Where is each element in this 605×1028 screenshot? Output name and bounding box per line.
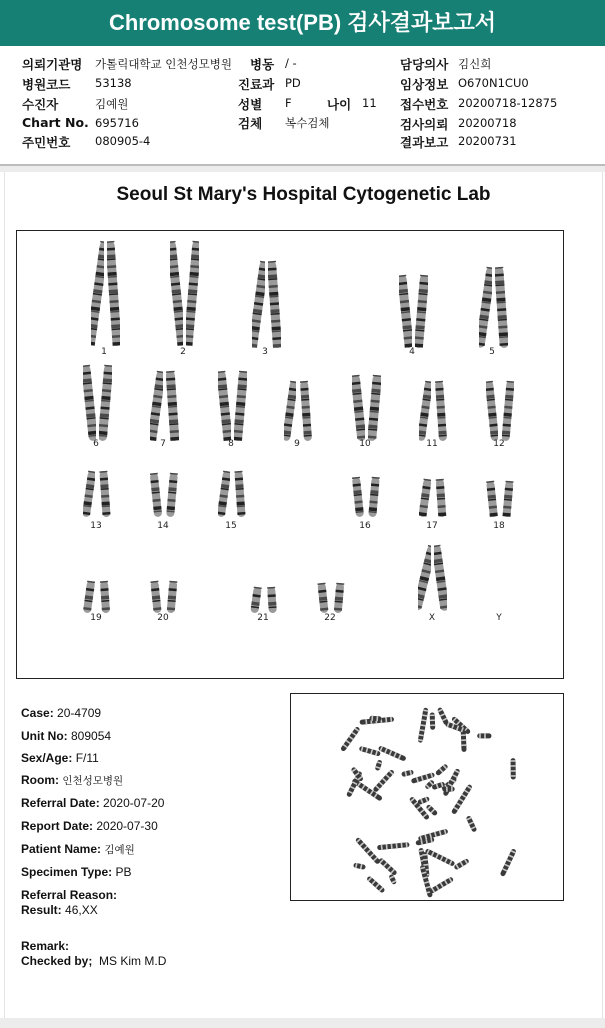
chromosome-image <box>268 259 281 350</box>
chromosome-label-17: 17 <box>426 521 438 531</box>
chromosome-label-15: 15 <box>225 521 237 531</box>
metaphase-chromosome <box>418 707 429 743</box>
specimen-type-value: PB <box>115 865 132 879</box>
metaphase-chromosome <box>388 874 397 885</box>
chromosome-image <box>495 265 508 350</box>
label-chart-no: Chart No. <box>22 115 89 130</box>
chromosome-image <box>234 369 247 443</box>
value-requesting-institution: 가톨릭대학교 인천성모병원 <box>95 57 232 71</box>
chromosome-label-20: 20 <box>157 613 169 623</box>
chromosome-label-14: 14 <box>157 521 169 531</box>
chromosome-image <box>99 363 112 443</box>
chromosome-label-16: 16 <box>359 521 371 531</box>
metaphase-chromosome <box>369 716 381 722</box>
referral-reason-label: Referral Reason: <box>21 888 118 902</box>
chromosome-image <box>99 469 111 519</box>
value-specimen: 복수검체 <box>285 116 330 130</box>
metaphase-chromosome <box>378 745 407 761</box>
value-result-report: 20200731 <box>458 134 517 148</box>
value-hospital-code: 53138 <box>95 76 132 90</box>
chromosome-image <box>166 471 178 519</box>
metaphase-chromosome <box>401 769 414 777</box>
chromosome-label-12: 12 <box>493 439 505 449</box>
chromosome-label-3: 3 <box>262 347 268 357</box>
chromosome-image <box>150 579 162 615</box>
chromosome-image <box>150 369 163 443</box>
label-accession-no: 접수번호 <box>400 97 449 112</box>
chromosome-image <box>418 543 431 613</box>
label-result-report: 결과보고 <box>400 135 449 150</box>
chromosome-image <box>186 239 199 348</box>
chromosome-label-1: 1 <box>101 347 107 357</box>
chromosome-image <box>352 475 364 519</box>
chromosome-image <box>284 379 296 443</box>
metaphase-chromosome <box>378 857 398 876</box>
report-title: Chromosome test(PB) 검사결과보고서 <box>0 0 605 46</box>
value-resident-no: 080905-4 <box>95 134 151 148</box>
unit-value: 809054 <box>71 729 112 743</box>
chromosome-image <box>486 379 498 443</box>
metaphase-chromosome <box>355 837 381 865</box>
chromosome-label-19: 19 <box>90 613 102 623</box>
case-value: 20-4709 <box>57 706 102 720</box>
chromosome-image <box>479 265 492 350</box>
chromosome-image <box>218 369 231 443</box>
result-label: Result: <box>21 903 62 917</box>
value-test-request: 20200718 <box>458 116 517 130</box>
chromosome-image <box>502 479 514 519</box>
label-hospital-code: 병원코드 <box>22 77 71 92</box>
metaphase-chromosome <box>430 712 436 729</box>
chromosome-label-2: 2 <box>180 347 186 357</box>
case-label: Case: <box>21 706 54 720</box>
value-ward: / - <box>285 56 297 70</box>
chromosome-image <box>435 379 447 443</box>
label-department: 진료과 <box>238 77 275 92</box>
chromosome-label-7: 7 <box>160 439 166 449</box>
label-clinical-info: 임상정보 <box>400 77 449 92</box>
label-test-request: 검사의뢰 <box>400 117 449 132</box>
report-date-value: 2020-07-30 <box>96 819 158 833</box>
metaphase-chromosome <box>340 726 361 752</box>
cytogenetic-report <box>4 172 603 1018</box>
chromosome-image <box>486 479 498 519</box>
label-ward: 병동 <box>250 57 275 72</box>
chromosome-label-9: 9 <box>294 439 300 449</box>
metaphase-chromosome <box>375 759 383 771</box>
value-accession-no: 20200718-12875 <box>458 96 558 110</box>
chromosome-image <box>150 471 162 519</box>
chromosome-label-21: 21 <box>257 613 269 623</box>
chromosome-image <box>234 469 246 519</box>
value-age: 11 <box>362 96 377 110</box>
patient-name-label: Patient Name: <box>21 842 102 856</box>
chromosome-image <box>300 379 312 443</box>
chromosome-image <box>419 477 431 519</box>
label-sex: 성별 <box>238 97 263 112</box>
chromosome-image <box>266 585 278 615</box>
page-footer-bar <box>0 1018 605 1028</box>
chromosome-label-8: 8 <box>228 439 234 449</box>
patient-info-header <box>0 48 605 166</box>
chromosome-image <box>368 475 380 519</box>
label-age: 나이 <box>327 97 352 112</box>
chromosome-image <box>83 469 95 519</box>
patient-name-value: 김예원 <box>104 844 135 856</box>
chromosome-image <box>399 273 412 350</box>
metaphase-chromosome <box>417 796 430 805</box>
value-sex: F <box>285 96 292 110</box>
metaphase-chromosome <box>500 848 517 877</box>
chromosome-label-X: X <box>428 613 436 623</box>
chromosome-image <box>368 373 381 443</box>
metaphase-chromosome <box>372 769 395 793</box>
chromosome-image <box>170 239 183 348</box>
chromosome-image <box>435 477 447 519</box>
specimen-type-label: Specimen Type: <box>21 865 113 879</box>
metaphase-chromosome <box>366 875 385 893</box>
metaphase-image-panel <box>290 693 564 901</box>
metaphase-chromosome <box>442 768 460 797</box>
report-date-label: Report Date: <box>21 819 94 833</box>
metaphase-chromosome <box>442 787 454 792</box>
value-patient: 김예원 <box>95 97 129 111</box>
metaphase-chromosome <box>453 858 469 870</box>
metaphase-chromosome <box>353 862 366 869</box>
chromosome-image <box>502 379 514 443</box>
chromosome-image <box>83 363 96 443</box>
value-chart-no: 695716 <box>95 116 139 130</box>
sexage-value: F/11 <box>75 751 99 765</box>
chromosome-image <box>83 579 95 615</box>
metaphase-chromosome <box>511 758 516 779</box>
value-department: PD <box>285 76 301 90</box>
lab-title: Seoul St Mary's Hospital Cytogenetic Lab <box>116 184 491 205</box>
checked-by-label: Checked by; <box>21 954 93 968</box>
chromosome-label-13: 13 <box>90 521 102 531</box>
referral-date-label: Referral Date: <box>21 796 100 810</box>
chromosome-image <box>434 543 447 613</box>
result-value: 46,XX <box>65 903 98 917</box>
metaphase-chromosome <box>477 733 491 738</box>
chromosome-image <box>91 239 104 348</box>
chromosome-label-Y: Y <box>496 613 502 623</box>
metaphase-chromosome <box>425 848 456 867</box>
chromosome-image <box>166 579 178 615</box>
label-requesting-institution: 의뢰기관명 <box>22 57 83 72</box>
chromosome-image <box>419 379 431 443</box>
chromosome-label-4: 4 <box>409 347 415 357</box>
karyogram-panel <box>16 230 564 679</box>
chromosome-label-11: 11 <box>426 439 438 449</box>
chromosome-label-5: 5 <box>489 347 495 357</box>
metaphase-chromosome <box>377 842 410 850</box>
chromosome-label-18: 18 <box>493 521 505 531</box>
room-label: Room: <box>21 773 59 787</box>
chromosome-label-22: 22 <box>324 613 336 623</box>
metaphase-chromosome <box>359 746 381 757</box>
label-patient: 수진자 <box>22 97 59 112</box>
referral-date-value: 2020-07-20 <box>103 796 165 810</box>
checked-by-value: MS Kim M.D <box>99 954 167 968</box>
chromosome-label-10: 10 <box>359 439 371 449</box>
chromosome-image <box>352 373 365 443</box>
chromosome-image <box>252 259 265 350</box>
metaphase-chromosome <box>466 815 478 832</box>
remark-label: Remark: <box>21 939 70 953</box>
chromosome-image <box>218 469 230 519</box>
value-clinical-info: O670N1CU0 <box>458 76 529 90</box>
chromosome-image <box>107 239 120 348</box>
chromosome-image <box>415 273 428 350</box>
chromosome-image <box>166 369 179 443</box>
label-physician: 담당의사 <box>400 57 449 72</box>
label-specimen: 검체 <box>238 116 263 131</box>
chromosome-image <box>333 581 345 615</box>
sexage-label: Sex/Age: <box>21 751 73 765</box>
chromosome-image <box>250 585 262 615</box>
value-physician: 김신희 <box>458 57 492 71</box>
metaphase-chromosome <box>435 763 449 776</box>
chromosome-image <box>317 581 329 615</box>
metaphase-chromosome <box>429 876 454 894</box>
unit-label: Unit No: <box>21 729 68 743</box>
label-resident-no: 주민번호 <box>22 135 71 150</box>
metaphase-spread-image <box>291 694 563 900</box>
room-value: 인천성모병원 <box>62 775 124 787</box>
chromosome-image <box>99 579 111 615</box>
chromosome-label-6: 6 <box>93 439 99 449</box>
